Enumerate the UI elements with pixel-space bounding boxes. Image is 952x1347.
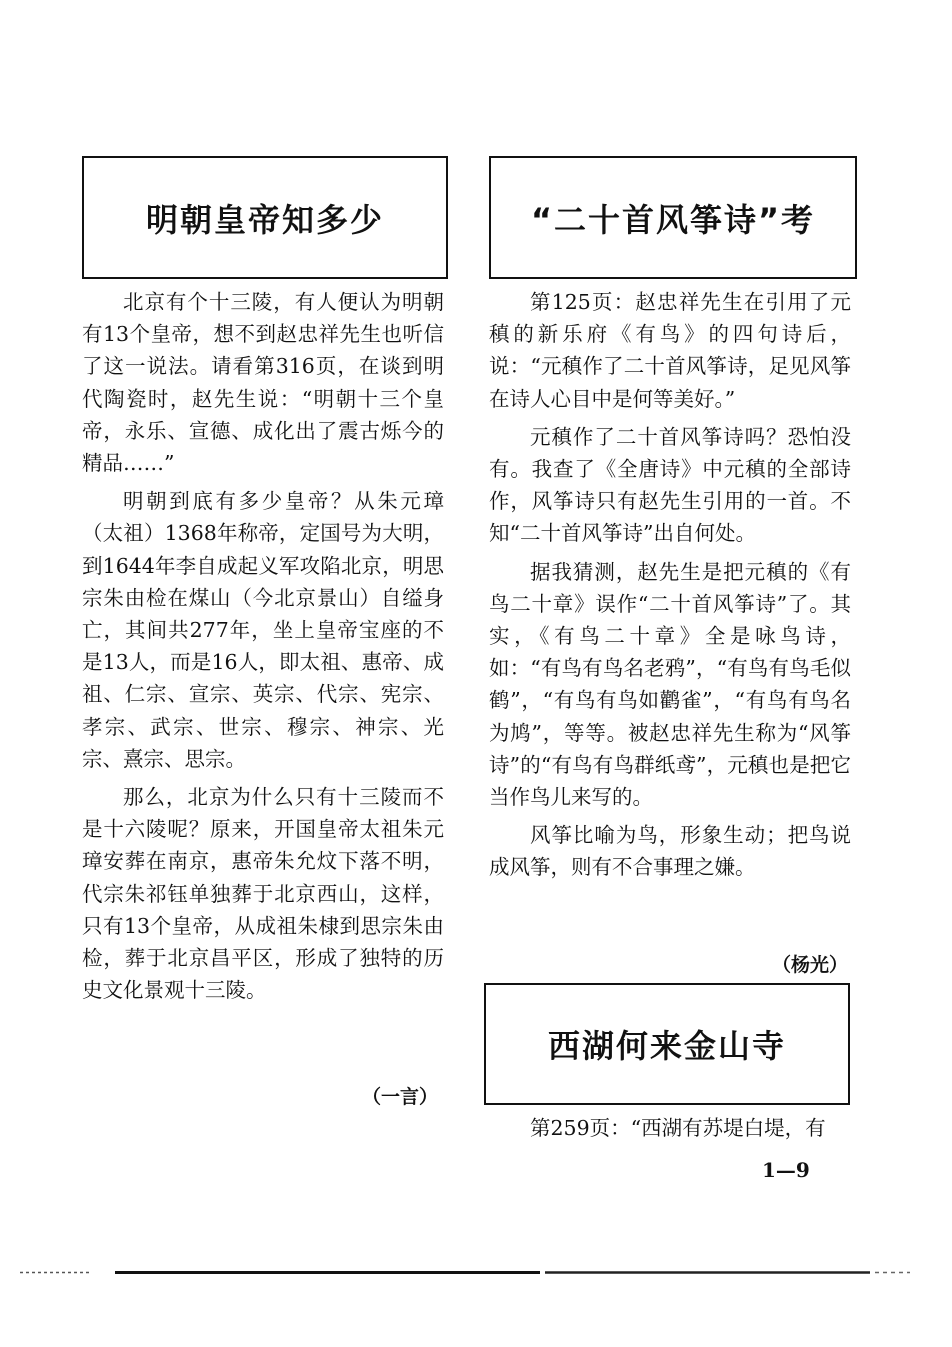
right-article-title: “二十首风筝诗”考: [530, 200, 816, 239]
left-paragraph-2: 明朝到底有多少皇帝？从朱元璋（太祖）1368年称帝，定国号为大明，到1644年李自成起义军攻陷北京，明思宗朱由检在煤山（今北京景山）自缢身亡，其间共277年，坐上皇帝宝座的不是13人，而是16人，即太祖、惠帝、成祖、仁宗、宣宗、英宗、代宗、宪宗、孝宗、武宗、世宗、穆宗、神宗、光宗、熹宗、思宗。: [82, 489, 444, 771]
left-article-title-box: [82, 156, 448, 279]
page-number: 1—9: [762, 1158, 810, 1182]
right-article-title-box: [489, 156, 857, 279]
right-paragraph-1: 第125页：赵忠祥先生在引用了元稹的新乐府《有鸟》的四句诗后，说：“元稹作了二十首风筝诗，足见风筝在诗人心目中是何等美好。”: [489, 290, 851, 411]
third-article-title-box: [484, 983, 850, 1105]
left-article-title: 明朝皇帝知多少: [145, 200, 384, 239]
left-article-body: [82, 286, 444, 1012]
third-paragraph-1: 第259页：“西湖有苏堤白堤，有: [530, 1116, 826, 1140]
right-article-body: [489, 286, 851, 890]
left-paragraph-1: 北京有个十三陵，有人便认为明朝有13个皇帝，想不到赵忠祥先生也听信了这一说法。请看第316页，在谈到明代陶瓷时，赵先生说：“明朝十三个皇帝，永乐、宣德、成化出了震古烁今的精品……”: [82, 290, 444, 476]
right-paragraph-4: 风筝比喻为鸟，形象生动；把鸟说成风筝，则有不合事理之嫌。: [489, 823, 851, 880]
left-paragraph-3: 那么，北京为什么只有十三陵而不是十六陵呢？原来，开国皇帝太祖朱元璋安葬在南京，惠帝朱允炆下落不明，代宗朱祁钰单独葬于北京西山，这样，只有13个皇帝，从成祖朱棣到思宗朱由检，葬于北京昌平区，形成了独特的历史文化景观十三陵。: [82, 785, 444, 1003]
right-article-signature: （杨光）: [772, 954, 849, 976]
third-article-body: [489, 1112, 851, 1150]
scan-artifact-line: [20, 1270, 910, 1275]
left-article-signature: （一言）: [362, 1086, 439, 1108]
third-article-title: 西湖何来金山寺: [547, 1027, 786, 1065]
right-paragraph-2: 元稹作了二十首风筝诗吗？恐怕没有。我查了《全唐诗》中元稹的全部诗作，风筝诗只有赵先生引用的一首。不知“二十首风筝诗”出自何处。: [489, 424, 851, 546]
right-paragraph-3: 据我猜测，赵先生是把元稹的《有鸟二十章》误作“二十首风筝诗”了。其实，《有鸟二十章》全是咏鸟诗，如：“有鸟有鸟名老鸦”，“有鸟有鸟毛似鹤”，“有鸟有鸟如鹳雀”，“有鸟有鸟名为鸠”，等等。被赵忠祥先生称为“风筝诗”的“有鸟有鸟群纸鸢”，元稹也是把它当作鸟儿来写的。: [489, 559, 851, 810]
